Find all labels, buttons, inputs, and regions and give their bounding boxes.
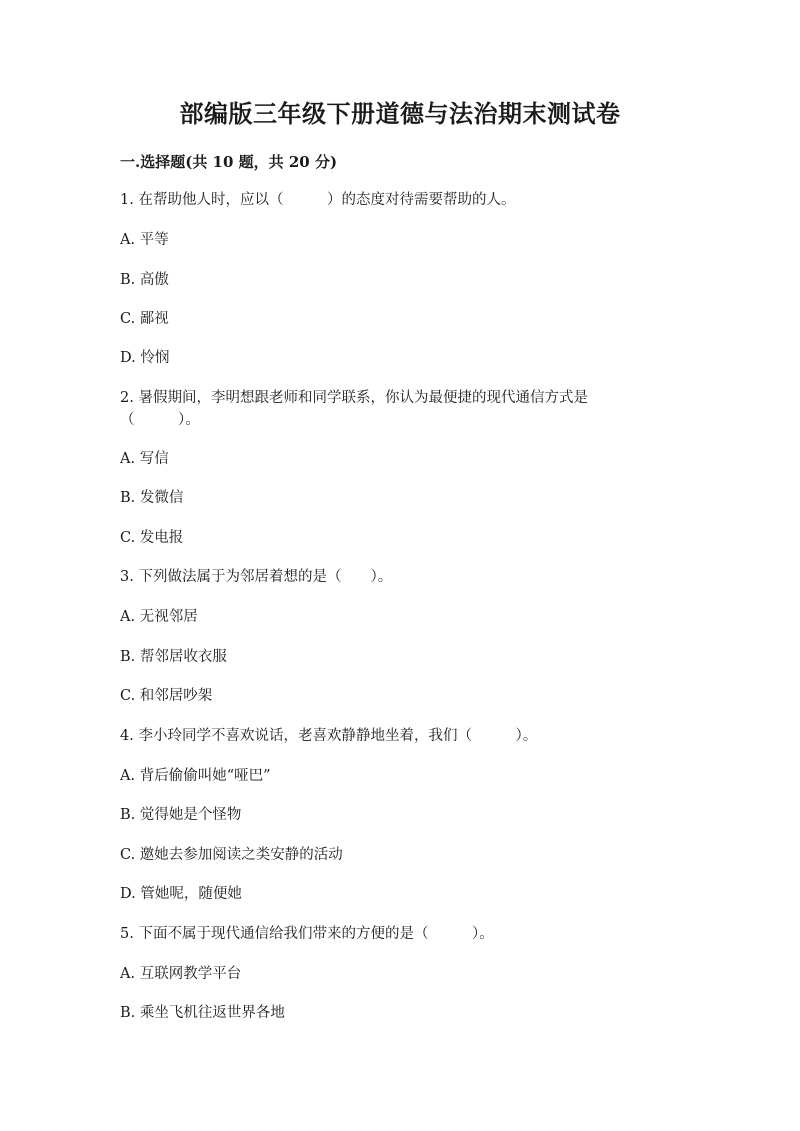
question-2-option-a: A. 写信 xyxy=(120,451,169,467)
question-4-option-a: A. 背后偷偷叫她“哑巴” xyxy=(120,768,271,784)
question-1-option-b: B. 高傲 xyxy=(120,272,169,288)
question-1-option-d: D. 怜悯 xyxy=(120,350,170,366)
question-2-stem-line-2: （ ）。 xyxy=(120,412,200,428)
question-4-option-c: C. 邀她去参加阅读之类安静的活动 xyxy=(120,847,343,863)
question-3-option-a: A. 无视邻居 xyxy=(120,609,198,625)
question-2-option-c: C. 发电报 xyxy=(120,530,184,546)
question-5-stem: 5. 下面不属于现代通信给我们带来的方便的是（ ）。 xyxy=(120,926,494,942)
section-heading: 一.选择题(共 10 题，共 20 分) xyxy=(120,153,338,171)
question-1-stem: 1. 在帮助他人时，应以（ ）的态度对待需要帮助的人。 xyxy=(120,192,516,208)
page-title: 部编版三年级下册道德与法治期末测试卷 xyxy=(179,99,621,128)
question-3-stem: 3. 下列做法属于为邻居着想的是（ ）。 xyxy=(120,569,393,585)
question-3-option-b: B. 帮邻居收衣服 xyxy=(120,649,227,665)
question-2-option-b: B. 发微信 xyxy=(120,490,184,506)
question-4-option-b: B. 觉得她是个怪物 xyxy=(120,807,242,823)
question-5-option-b: B. 乘坐飞机往返世界各地 xyxy=(120,1005,285,1021)
question-5-option-a: A. 互联网教学平台 xyxy=(120,966,242,982)
question-4-option-d: D. 管她呢，随便她 xyxy=(120,886,242,902)
question-4-stem: 4. 李小玲同学不喜欢说话，老喜欢静静地坐着，我们（ ）。 xyxy=(120,728,538,744)
question-1-option-a: A. 平等 xyxy=(120,232,169,248)
question-3-option-c: C. 和邻居吵架 xyxy=(120,688,213,704)
question-1-option-c: C. 鄙视 xyxy=(120,311,169,327)
question-2-stem-line-1: 2. 暑假期间，李明想跟老师和同学联系，你认为最便捷的现代通信方式是 xyxy=(120,390,588,406)
